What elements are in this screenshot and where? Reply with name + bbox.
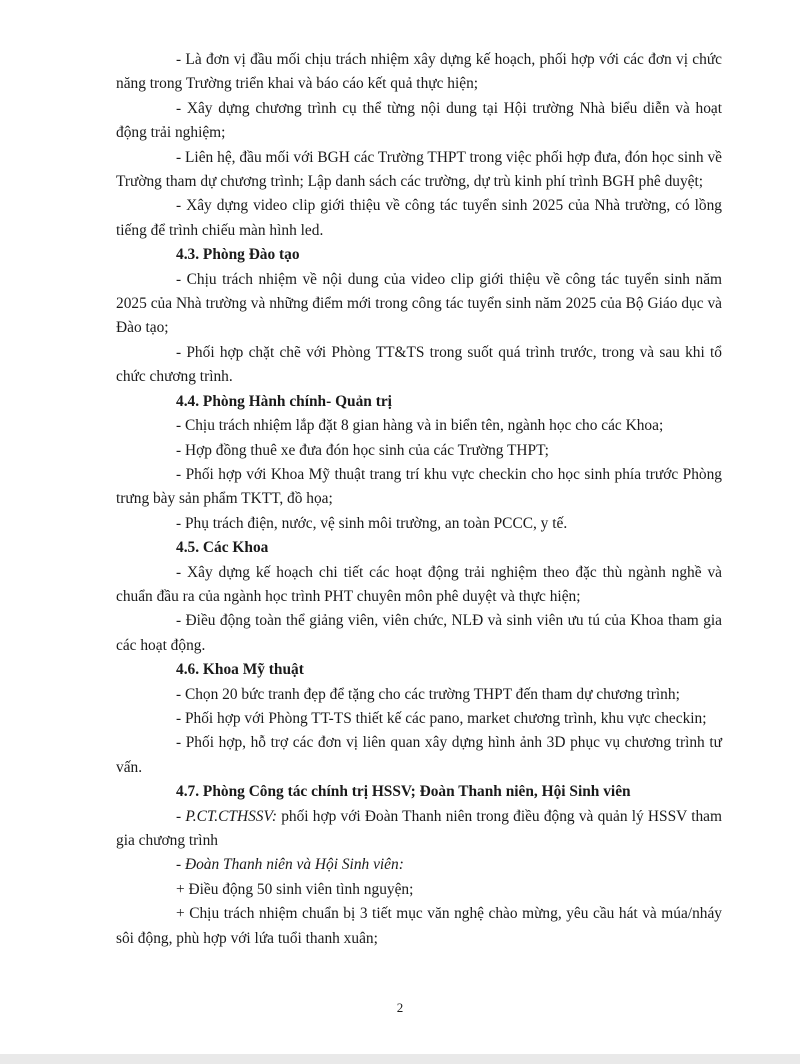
paragraph: - Phối hợp chặt chẽ với Phòng TT&TS trong suốt quá trình trước, trong và sau khi tổ chức chương trình.: [116, 343, 722, 386]
paragraph: - Chọn 20 bức tranh đẹp để tặng cho các trường THPT đến tham dự chương trình;: [176, 685, 680, 703]
paragraph: - Phối hợp với Khoa Mỹ thuật trang trí khu vực checkin cho học sinh phía trước Phòng trưng bày sản phẩm TKTT, đồ họa;: [116, 465, 722, 508]
paragraph: - Điều động toàn thể giảng viên, viên chức, NLĐ và sinh viên ưu tú của Khoa tham gia các hoạt động.: [116, 612, 722, 654]
paragraph: - Liên hệ, đầu mối với BGH các Trường THPT trong việc phối hợp đưa, đón học sinh về Trường tham dự chương trình; Lập danh sách các trường, dự trù kinh phí trình BGH phê duyệt;: [116, 148, 722, 191]
section-heading: 4.4. Phòng Hành chính- Quản trị: [176, 392, 392, 410]
italic-paragraph: - Đoàn Thanh niên và Hội Sinh viên:: [176, 856, 404, 874]
bottom-edge: [0, 1054, 800, 1064]
paragraph: - Chịu trách nhiệm lắp đặt 8 gian hàng và in biển tên, ngành học cho các Khoa;: [176, 417, 664, 435]
section-heading: 4.3. Phòng Đào tạo: [176, 246, 300, 264]
italic-lead: - P.CT.CTHSSV:: [176, 807, 277, 825]
paragraph: - Xây dựng chương trình cụ thể từng nội dung tại Hội trường Nhà biểu diễn và hoạt động trải nghiệm;: [116, 99, 722, 142]
page-number: 2: [396, 1000, 404, 1015]
section-heading: 4.7. Phòng Công tác chính trị HSSV; Đoàn Thanh niên, Hội Sinh viên: [176, 783, 631, 801]
paragraph: - Xây dựng kế hoạch chi tiết các hoạt động trải nghiệm theo đặc thù ngành nghề và chuẩn đầu ra của ngành học trình PHT chuyên môn phê duyệt và thực hiện;: [116, 563, 722, 605]
paragraph: [116, 805, 722, 854]
paragraph: - Phối hợp với Phòng TT-TS thiết kế các pano, market chương trình, khu vực checkin;: [176, 709, 707, 727]
paragraph: - Phụ trách điện, nước, vệ sinh môi trường, an toàn PCCC, y tế.: [176, 514, 568, 532]
paragraph: - Xây dựng video clip giới thiệu về công tác tuyển sinh 2025 của Nhà trường, có lồng tiếng để trình chiếu màn hình led.: [116, 197, 722, 239]
paragraph-text: phối hợp với Đoàn Thanh niên trong điều động và quản lý HSSV tham gia chương trình: [116, 807, 722, 849]
paragraph: - Hợp đồng thuê xe đưa đón học sinh của các Trường THPT;: [176, 441, 549, 459]
paragraph: + Chịu trách nhiệm chuẩn bị 3 tiết mục văn nghệ chào mừng, yêu cầu hát và múa/nháy sôi động, phù hợp với lứa tuổi thanh xuân;: [116, 905, 722, 947]
paragraph: - Phối hợp, hỗ trợ các đơn vị liên quan xây dựng hình ảnh 3D phục vụ chương trình tư vấn.: [116, 734, 722, 776]
section-heading: 4.5. Các Khoa: [176, 539, 269, 557]
paragraph: - Chịu trách nhiệm về nội dung của video clip giới thiệu về công tác tuyển sinh năm 2025 của Nhà trường và những điểm mới trong công tác tuyển sinh năm 2025 của Bộ Giáo dục và Đào tạo;: [116, 270, 722, 337]
document-body: [116, 48, 722, 951]
section-heading: 4.6. Khoa Mỹ thuật: [176, 661, 304, 679]
paragraph: - Là đơn vị đầu mối chịu trách nhiệm xây dựng kế hoạch, phối hợp với các đơn vị chức năng trong Trường triển khai và báo cáo kết quả thực hiện;: [116, 51, 722, 93]
paragraph: + Điều động 50 sinh viên tình nguyện;: [176, 880, 414, 898]
